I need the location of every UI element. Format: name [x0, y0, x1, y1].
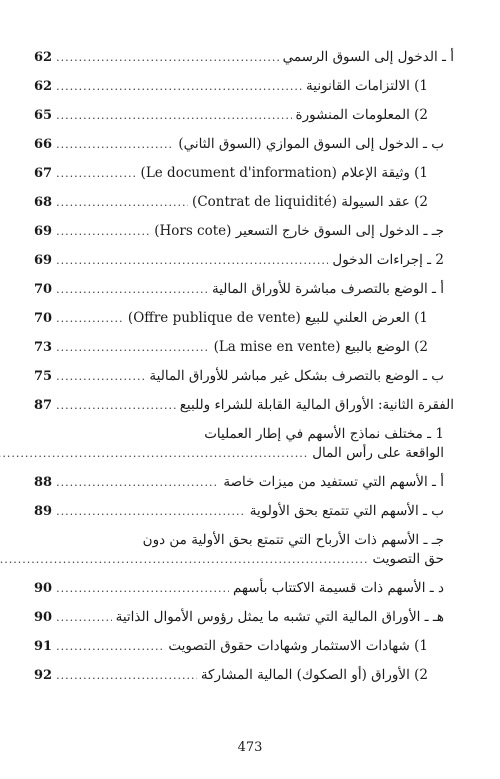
dot-leader	[56, 666, 197, 685]
toc-entry-page: 69	[34, 224, 53, 239]
toc-entry-page: 75	[34, 369, 53, 384]
toc-entry-title: أ ـ الوضع بالتصرف مباشرة للأوراق المالية	[211, 281, 444, 297]
toc-entry	[34, 338, 454, 367]
toc-entry	[34, 164, 454, 193]
toc-entry	[34, 473, 454, 502]
toc-entry	[34, 251, 454, 280]
toc-entry-title: 1) شهادات الاستثمار وشهادات حقوق التصويت	[168, 638, 428, 654]
dot-leader	[56, 338, 209, 357]
toc-entry	[34, 579, 454, 608]
dot-leader	[56, 193, 188, 212]
toc-entry-page: 67	[34, 166, 53, 181]
dot-leader	[56, 608, 112, 627]
toc-entry-title: جـ ـ الدخول إلى السوق خارج التسعير (Hors cote)	[154, 223, 444, 239]
toc-entry	[34, 396, 454, 425]
toc-entry-page: 92	[34, 668, 53, 683]
toc-entry	[34, 193, 454, 222]
toc-entry-page: 90	[34, 610, 53, 625]
toc-entry-title: 1) وثيقة الإعلام (Le document d'information)	[140, 165, 428, 181]
toc-entry-title: 2) عقد السيولة (Contrat de liquidité)	[192, 194, 428, 210]
toc-entry-page: 73	[34, 340, 53, 355]
toc-entry-page: 70	[34, 282, 53, 297]
toc-entry	[34, 222, 454, 251]
dot-leader	[56, 473, 219, 492]
dot-leader	[56, 135, 174, 154]
toc-entry-title-line2	[0, 444, 444, 463]
dot-leader	[0, 550, 368, 569]
toc-entry-title-continuation: حق التصويت	[372, 551, 444, 567]
toc-entry-title: 1 ـ مختلف نماذج الأسهم في إطار العمليات	[204, 426, 444, 442]
toc-entry	[34, 637, 454, 666]
toc-entry	[34, 106, 454, 135]
dot-leader	[56, 637, 164, 656]
toc-entry-title: 2) المعلومات المنشورة	[295, 107, 428, 123]
toc-entry	[34, 48, 454, 77]
toc-entry-page: 90	[34, 581, 53, 596]
toc-entry	[34, 367, 454, 396]
toc-entry-title: جـ ـ الأسهم ذات الأرباح التي تتمتع بحق الأولية من دون	[142, 532, 444, 548]
toc-entry-title: 1) العرض العلني للبيع (Offre publique de vente)	[127, 310, 428, 326]
toc-entry-title: أ ـ الأسهم التي تستفيد من ميزات خاصة	[223, 474, 444, 490]
toc-entry	[34, 77, 454, 106]
toc-entry-title: ب ـ الوضع بالتصرف بشكل غير مباشر للأوراق المالية	[149, 368, 444, 384]
toc-entry	[34, 135, 454, 164]
toc-entry	[34, 280, 454, 309]
dot-leader	[56, 251, 328, 270]
toc-entry-title: ب ـ الدخول إلى السوق الموازي (السوق الثاني)	[178, 136, 444, 152]
toc-entry	[34, 608, 454, 637]
dot-leader	[0, 444, 308, 463]
toc-entry-title-block	[0, 531, 444, 569]
toc-entry-page: 70	[34, 311, 53, 326]
dot-leader	[56, 309, 124, 328]
toc-entry-page: 62	[34, 79, 53, 94]
toc-entry	[34, 309, 454, 338]
table-of-contents	[34, 48, 454, 695]
dot-leader	[56, 164, 136, 183]
dot-leader	[56, 367, 145, 386]
toc-entry-page: 66	[34, 137, 53, 152]
dot-leader	[56, 48, 279, 67]
toc-entry-title: 2) الوضع بالبيع (La mise en vente)	[213, 339, 428, 355]
dot-leader	[56, 106, 291, 125]
toc-entry	[34, 531, 454, 579]
toc-entry-title: أ ـ الدخول إلى السوق الرسمي	[282, 49, 454, 65]
toc-entry	[34, 666, 454, 695]
dot-leader	[56, 502, 246, 521]
dot-leader	[56, 396, 176, 415]
dot-leader	[56, 579, 229, 598]
toc-entry	[34, 425, 454, 473]
toc-entry-page: 91	[34, 639, 53, 654]
toc-entry-page: 89	[34, 504, 53, 519]
dot-leader	[56, 280, 208, 299]
toc-entry-title: هـ ـ الأوراق المالية التي تشبه ما يمثل رؤوس الأموال الذاتية	[115, 609, 444, 625]
dot-leader	[56, 222, 150, 241]
toc-entry-title-line2	[0, 550, 444, 569]
toc-entry-page: 68	[34, 195, 53, 210]
toc-entry-page: 62	[34, 50, 53, 65]
toc-entry-title: الفقرة الثانية: الأوراق المالية القابلة للشراء وللبيع	[179, 397, 454, 413]
toc-entry-title-continuation: الواقعة على رأس المال	[312, 445, 444, 461]
toc-entry-page: 87	[34, 398, 53, 413]
toc-entry-title: ب ـ الأسهم التي تتمتع بحق الأولوية	[249, 503, 444, 519]
toc-entry-page: 69	[34, 253, 53, 268]
toc-entry-title-block	[0, 425, 444, 463]
toc-entry-title: 2) الأوراق (أو الصكوك) المالية المشاركة	[200, 667, 428, 683]
toc-entry	[34, 502, 454, 531]
page-number: 473	[237, 740, 263, 755]
toc-entry-title: 2 ـ إجراءات الدخول	[332, 252, 444, 268]
toc-entry-page: 88	[34, 475, 53, 490]
toc-entry-title: 1) الالتزامات القانونية	[306, 78, 428, 94]
dot-leader	[56, 77, 302, 96]
toc-entry-title: د ـ الأسهم ذات قسيمة الاكتتاب بأسهم	[232, 580, 444, 596]
toc-entry-page: 65	[34, 108, 53, 123]
